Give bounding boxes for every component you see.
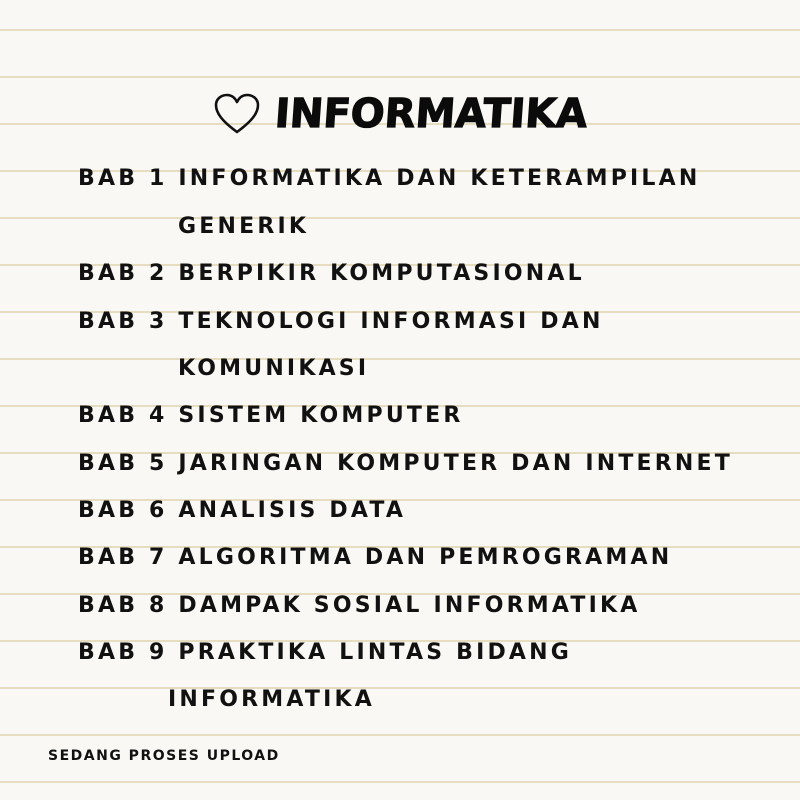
chapter-9-line-1: BAB 9 PRAKTIKA LINTAS BIDANG: [78, 640, 573, 665]
chapter-1-line-1: BAB 1 INFORMATIKA DAN KETERAMPILAN: [78, 166, 701, 191]
chapter-8-line-1: BAB 8 DAMPAK SOSIAL INFORMATIKA: [78, 593, 641, 618]
chapter-9-line-2: INFORMATIKA: [168, 687, 375, 712]
chapter-6-line-1: BAB 6 ANALISIS DATA: [78, 498, 407, 523]
chapter-3-line-1: BAB 3 TEKNOLOGI INFORMASI DAN: [78, 309, 604, 334]
chapter-1-line-2: GENERIK: [178, 214, 310, 239]
chapter-2-line-1: BAB 2 BERPIKIR KOMPUTASIONAL: [78, 261, 585, 286]
footer-status: SEDANG PROSES UPLOAD: [48, 748, 280, 764]
chapter-3-line-2: KOMUNIKASI: [178, 356, 370, 381]
chapter-7-line-1: BAB 7 ALGORITMA DAN PEMROGRAMAN: [78, 545, 673, 570]
chapter-4-line-1: BAB 4 SISTEM KOMPUTER: [78, 403, 464, 428]
chapter-5-line-1: BAB 5 JARINGAN KOMPUTER DAN INTERNET: [78, 451, 733, 476]
title-text: INFORMATIKA: [273, 91, 589, 137]
